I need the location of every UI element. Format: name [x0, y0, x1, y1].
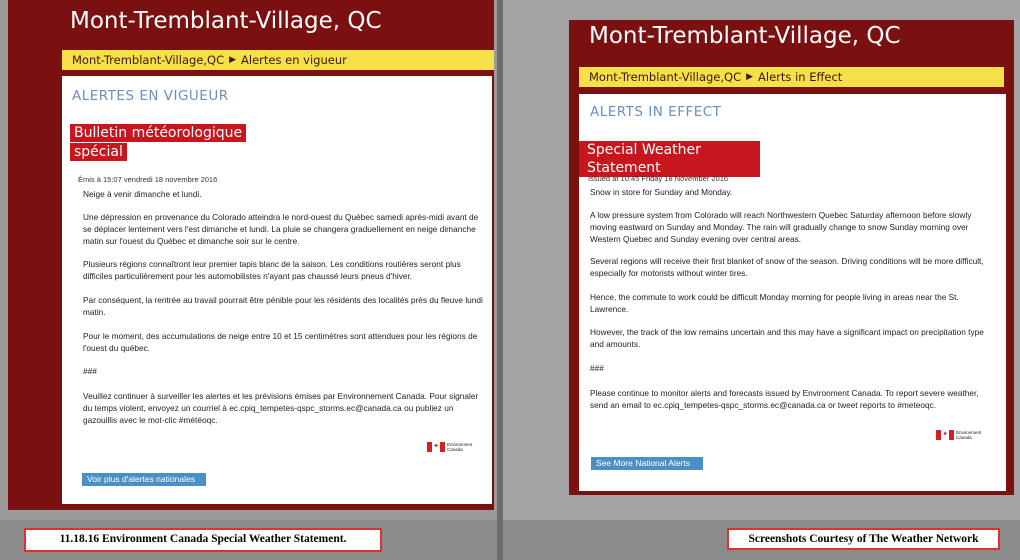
alerts-heading: ALERTS IN EFFECT — [590, 104, 722, 120]
bulletin-title-line-1: Special Weather Statement — [579, 141, 760, 177]
english-alert-frame — [569, 20, 1014, 495]
issued-timestamp: Issued at 10:45 Friday 18 November 2016 — [588, 174, 729, 183]
alert-paragraph: Several regions will receive their first blanket of snow of the season. Driving conditions will be more difficult, especially for motorists without winter tires. — [590, 256, 984, 278]
alert-paragraph: ### — [590, 363, 604, 373]
alert-paragraph: Snow in store for Sunday and Monday. — [590, 187, 733, 197]
alert-content — [62, 76, 492, 504]
breadcrumb — [62, 50, 494, 70]
issued-timestamp: Émis à 15:07 vendredi 18 novembre 2016 — [78, 175, 218, 184]
bulletin-title-line-1: Bulletin météorologique — [70, 124, 246, 142]
alert-paragraph: Please continue to monitor alerts and forecasts issued by Environment Canada. To report severe weather, send an email to ec.cpiq_tempetes-qspc_storms.ec@canada.ca or tweet reports to #meteoqc. — [590, 388, 979, 410]
canada-flag-icon: ✦ — [936, 430, 954, 440]
site-title: Mont-Tremblant-Village, QC — [589, 23, 901, 49]
site-title: Mont-Tremblant-Village, QC — [70, 8, 382, 34]
left-caption: 11.18.16 Environment Canada Special Weather Statement. — [24, 528, 382, 552]
alerts-heading: ALERTES EN VIGUEUR — [72, 88, 229, 104]
screenshot-divider — [497, 0, 503, 560]
canada-flag-icon: ✦ — [427, 442, 445, 452]
breadcrumb-arrow-icon: ▶ — [229, 55, 237, 65]
alert-paragraph: A low pressure system from Colorado will reach Northwestern Quebec Saturday afternoon before slowly moving eastward on Sunday and Monday. The rain will gradually change to snow Sunday morning over Western Quebec and Sunday evening over central areas. — [590, 210, 972, 244]
alert-paragraph: However, the track of the low remains uncertain and this may have a significant impact on precipitation type and amounts. — [590, 327, 984, 349]
alert-paragraph: ### — [83, 366, 97, 376]
right-caption: Screenshots Courtesy of The Weather Network — [727, 528, 1000, 550]
breadcrumb-arrow-icon: ▶ — [746, 72, 754, 82]
alert-paragraph: Veuillez continuer à surveiller les alertes et les prévisions émises par Environnement Canada. Pour signaler du temps violent, envoyez un courriel à ec.cpiq_tempetes-qspc_storms.ec@canada.ca ou publiez un gazouillis avec le mot-clic #météoqc. — [83, 391, 479, 425]
environment-canada-logo: ✦ Environment Canada — [427, 442, 472, 452]
alert-paragraph: Par conséquent, la rentrée au travail pourrait être pénible pour les résidents des localités près du fleuve lundi matin. — [83, 295, 483, 317]
breadcrumb-location-link[interactable]: Mont-Tremblant-Village,QC — [589, 70, 742, 84]
breadcrumb-location-link[interactable]: Mont-Tremblant-Village,QC — [72, 53, 225, 67]
alert-paragraph: Une dépression en provenance du Colorado atteindra le nord-ouest du Québec samedi après-midi avant de se déplacer lentement vers l'est dimanche et lundi. La pluie se changera graduellement en neige dimanche matin sur l'ouest du Québec et dimanche soir sur le centre. — [83, 212, 479, 246]
bulletin-title-line-2: spécial — [70, 143, 127, 161]
breadcrumb-current: Alerts in Effect — [758, 70, 843, 84]
breadcrumb-current: Alertes en vigueur — [241, 53, 347, 67]
more-alerts-button[interactable]: See More National Alerts — [591, 457, 703, 470]
more-alerts-button[interactable]: Voir plus d'alertes nationales — [82, 473, 206, 486]
alert-paragraph: Neige à venir dimanche et lundi. — [83, 189, 202, 199]
breadcrumb — [579, 67, 1004, 87]
environment-canada-logo: ✦ Environment Canada — [936, 430, 981, 440]
alert-content — [579, 94, 1006, 491]
alert-paragraph: Plusieurs régions connaîtront leur premier tapis blanc de la saison. Les conditions routières seront plus difficiles particulièrement pour les automobilistes n'ayant pas chaussé leurs pneus d'hiver. — [83, 259, 461, 281]
alert-paragraph: Hence, the commute to work could be difficult Monday morning for people living in areas near the St. Lawrence. — [590, 292, 959, 314]
alert-paragraph: Pour le moment, des accumulations de neige entre 10 et 15 centimètres sont attendues pour les régions de l'ouest du québec. — [83, 331, 478, 353]
french-alert-frame — [8, 0, 494, 510]
